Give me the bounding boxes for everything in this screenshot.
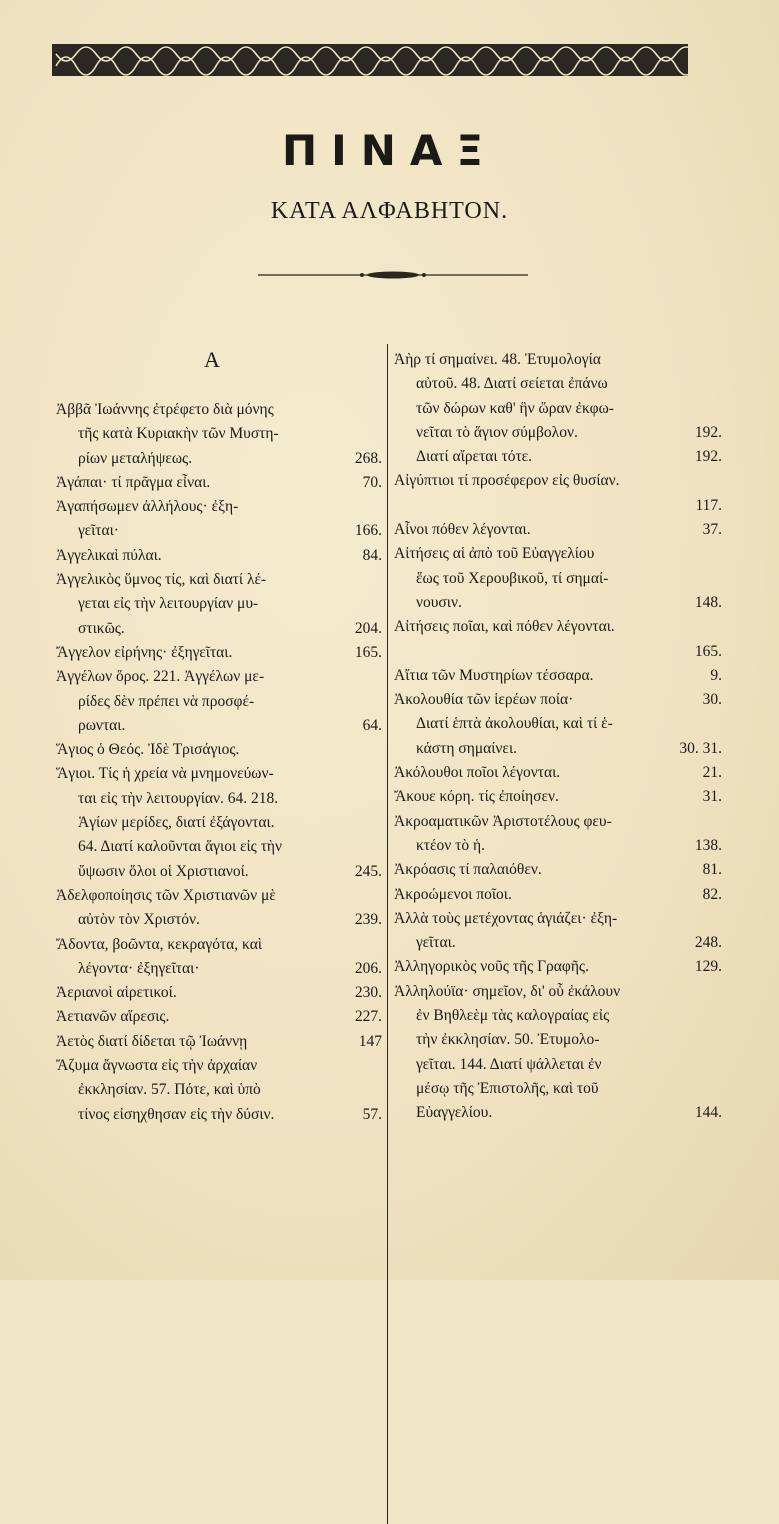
page-number: 70. bbox=[362, 473, 382, 491]
page-number: 117. bbox=[695, 496, 722, 514]
index-entry-line bbox=[394, 761, 722, 785]
entry-text: Ἄγγελον εἰρήνης· ἐξηγεῖται. bbox=[56, 643, 233, 661]
entry-text: Ἄζυμα ἄγνωστα εἰς τὴν ἀρχαίαν bbox=[56, 1057, 258, 1075]
section-letter: Α bbox=[204, 347, 220, 372]
index-entry-line bbox=[394, 372, 722, 396]
entry-text: Διατί αἴρεται τότε. bbox=[416, 448, 533, 466]
index-entry-line bbox=[394, 737, 722, 761]
index-entry-line bbox=[56, 1103, 382, 1127]
entry-text: νεῖται τὸ ἅγιον σύμβολον. bbox=[416, 423, 578, 441]
page-number: 64. bbox=[362, 716, 382, 734]
entry-text: Ἀλλὰ τοὺς μετέχοντας ἁγιάζει· ἐξη- bbox=[394, 909, 618, 927]
index-entry-line bbox=[56, 568, 382, 592]
index-entry-line bbox=[394, 615, 722, 639]
entry-text: τὴν ἐκκλησίαν. 50. Ἐτυμολο- bbox=[416, 1031, 600, 1049]
page-number: 37. bbox=[702, 521, 722, 539]
entry-text: Ἅγιος ὁ Θεός. Ἰδὲ Τρισάγιος. bbox=[56, 741, 240, 759]
index-entry-line bbox=[56, 1078, 382, 1102]
decorative-rule bbox=[258, 268, 528, 282]
page-number: 268. bbox=[354, 449, 382, 467]
index-column-left bbox=[56, 398, 382, 1127]
entry-text: Ἀγγέλων ὅρος. 221. Ἀγγέλων με- bbox=[56, 668, 265, 686]
entry-text: Ἄδοντα, βοῶντα, κεκραγότα, καὶ bbox=[56, 935, 263, 953]
entry-text: Ἀδελφοποίησις τῶν Χριστιανῶν μὲ bbox=[56, 886, 276, 904]
index-entry-line bbox=[394, 1077, 722, 1101]
index-entry-line bbox=[56, 738, 382, 762]
index-entry-line bbox=[56, 641, 382, 665]
entry-text: Αἶνοι πόθεν λέγονται. bbox=[394, 521, 531, 539]
index-entry-line bbox=[394, 931, 722, 955]
page-number: 165. bbox=[694, 642, 722, 660]
entry-text: Ἀετιανῶν αἵρεσις. bbox=[56, 1008, 170, 1026]
page-number: 248. bbox=[694, 934, 722, 952]
index-entry-line bbox=[394, 518, 722, 542]
entry-text: Ἀεριανοὶ αἱρετικοί. bbox=[56, 984, 177, 1002]
index-column-right bbox=[394, 348, 722, 1126]
entry-text: Ἀκροώμενοι ποῖοι. bbox=[394, 885, 512, 903]
entry-text: νουσιν. bbox=[416, 593, 462, 611]
entry-text: γεῖται. 144. Διατί ψάλλεται ἐν bbox=[416, 1055, 602, 1073]
entry-text: ται εἰς τὴν λειτουργίαν. 64. 218. bbox=[78, 789, 279, 807]
index-entry-line bbox=[394, 469, 722, 493]
page-number: 239. bbox=[354, 911, 382, 929]
entry-text: κάστη σημαίνει. bbox=[416, 739, 517, 757]
index-entry-line bbox=[56, 398, 382, 422]
index-entry-line bbox=[56, 422, 382, 446]
entry-text: Αἰγύπτιοι τί προσέφερον εἰς θυσίαν. bbox=[394, 472, 620, 490]
index-entry-line bbox=[394, 397, 722, 421]
index-entry-line bbox=[394, 834, 722, 858]
entry-text: γεται εἰς τὴν λειτουργίαν μυ- bbox=[78, 595, 259, 613]
index-entry-line bbox=[394, 785, 722, 809]
page-title: ΠΙΝΑΞ bbox=[282, 126, 497, 175]
index-entry-line bbox=[56, 592, 382, 616]
index-entry-line bbox=[394, 1028, 722, 1052]
entry-text: τίνος εἰσηχθησαν εἰς τὴν δύσιν. bbox=[78, 1105, 275, 1123]
index-entry-line bbox=[394, 858, 722, 882]
index-entry-line bbox=[394, 907, 722, 931]
entry-text: Διατί ἑπτὰ ἀκολουθίαι, καὶ τί ἑ- bbox=[416, 715, 613, 733]
entry-text: Ἀββᾶ Ἰωάννης ἐτρέφετο διὰ μόνης bbox=[56, 401, 274, 418]
index-entry-line bbox=[394, 1101, 722, 1125]
index-entry-line bbox=[56, 471, 382, 495]
entry-text: Ἀκροαματικῶν Ἀριστοτέλους φευ- bbox=[394, 812, 612, 830]
entry-text: ρίδες δὲν πρέπει νὰ προσφέ- bbox=[78, 692, 255, 710]
entry-text: ἐν Βηθλεὲμ τὰς καλογραίας εἰς bbox=[416, 1007, 610, 1025]
index-entry-line bbox=[56, 519, 382, 543]
index-entry-line bbox=[56, 981, 382, 1005]
index-entry-line bbox=[56, 447, 382, 471]
index-entry-line bbox=[56, 495, 382, 519]
entry-text: γεῖται· bbox=[78, 522, 119, 540]
entry-text: Ἀλληγορικὸς νοῦς τῆς Γραφῆς. bbox=[394, 958, 589, 976]
page-number: 9. bbox=[710, 666, 722, 684]
page-number: 147 bbox=[358, 1032, 382, 1050]
page-number: 57. bbox=[362, 1105, 382, 1123]
entry-text: Ἀγγελικαὶ πύλαι. bbox=[56, 546, 162, 564]
index-entry-line bbox=[394, 640, 722, 664]
page-subtitle: ΚΑΤΑ ΑΛΦΑΒΗΤΟΝ. bbox=[270, 198, 509, 224]
page-number: 144. bbox=[694, 1104, 722, 1122]
index-entry-line bbox=[56, 933, 382, 957]
entry-text: Ἀετὸς διατί δίδεται τῷ Ἰωάννῃ bbox=[56, 1032, 248, 1050]
entry-text: Αἰτήσεις αἱ ἀπὸ τοῦ Εὐαγγελίου bbox=[394, 545, 595, 563]
page-number: 30. 31. bbox=[679, 739, 722, 757]
entry-text: Ἀὴρ τί σημαίνει. 48. Ἐτυμολογία bbox=[394, 351, 601, 368]
entry-text: Ἀλληλούϊα· σημεῖον, δι' οὗ ἐκάλουν bbox=[394, 982, 621, 1000]
index-entry-line bbox=[394, 494, 722, 518]
entry-text: Ἀγάπαι· τί πρᾶγμα εἶναι. bbox=[56, 473, 211, 491]
index-entry-line bbox=[394, 883, 722, 907]
index-entry-line bbox=[394, 980, 722, 1004]
index-entry-line bbox=[56, 1054, 382, 1078]
index-entry-line bbox=[56, 690, 382, 714]
index-entry-line bbox=[394, 542, 722, 566]
entry-text: Αἰτήσεις ποῖαι, καὶ πόθεν λέγονται. bbox=[394, 618, 615, 636]
entry-text: Αἴτια τῶν Μυστηρίων τέσσαρα. bbox=[394, 666, 594, 684]
page-number: 206. bbox=[354, 959, 382, 977]
page-number: 148. bbox=[694, 593, 722, 611]
index-entry-line bbox=[394, 1004, 722, 1028]
index-entry-line bbox=[56, 1005, 382, 1029]
entry-text: ρωνται. bbox=[78, 716, 126, 734]
index-entry-line bbox=[394, 712, 722, 736]
entry-text: Ἀκολουθία τῶν ἱερέων ποία· bbox=[394, 691, 574, 709]
index-entry-line bbox=[394, 810, 722, 834]
entry-text: Ἅγιοι. Τίς ἡ χρεία νὰ μνημονεύων- bbox=[56, 765, 274, 783]
index-entry-line bbox=[394, 955, 722, 979]
entry-text: ὕψωσιν ὅλοι οἱ Χριστιανοί. bbox=[78, 862, 249, 880]
page-number: 192. bbox=[694, 423, 722, 441]
page-number: 82. bbox=[702, 885, 722, 903]
page-number: 192. bbox=[694, 448, 722, 466]
entry-text: λέγοντα· ἐξηγεῖται· bbox=[78, 959, 200, 977]
entry-text: Ἀκόλουθοι ποῖοι λέγονται. bbox=[394, 764, 561, 782]
entry-text: Εὐαγγελίου. bbox=[416, 1104, 493, 1122]
entry-text: Ἀγαπήσωμεν ἀλλήλους· ἐξη- bbox=[56, 498, 239, 516]
entry-text: τῶν δώρων καθ' ἣν ὥραν ἐκφω- bbox=[416, 399, 614, 417]
index-entry-line bbox=[56, 617, 382, 641]
page-number: 21. bbox=[702, 764, 722, 782]
index-entry-line bbox=[56, 762, 382, 786]
ornamental-border bbox=[52, 44, 688, 76]
index-entry-line bbox=[394, 1053, 722, 1077]
index-entry-line bbox=[394, 688, 722, 712]
entry-text: αὐτοῦ. 48. Διατί σείεται ἐπάνω bbox=[416, 375, 608, 393]
entry-text: Ἀκρόασις τί παλαιόθεν. bbox=[394, 861, 542, 879]
page-number: 204. bbox=[354, 619, 382, 637]
entry-text: 64. Διατί καλοῦνται ἅγιοι εἰς τὴν bbox=[78, 838, 283, 856]
page-number: 138. bbox=[694, 836, 722, 854]
index-entry-line bbox=[394, 567, 722, 591]
page-number: 30. bbox=[702, 691, 722, 709]
page-number: 84. bbox=[362, 546, 382, 564]
index-entry-line bbox=[56, 1030, 382, 1054]
entry-text: τῆς κατὰ Κυριακὴν τῶν Μυστη- bbox=[78, 425, 279, 443]
page-number: 31. bbox=[702, 788, 722, 806]
entry-text: κτέον τὸ ἡ. bbox=[416, 836, 486, 854]
index-entry-line bbox=[56, 957, 382, 981]
entry-text: Ἁγίων μερίδες, διατί ἐξάγονται. bbox=[78, 814, 275, 832]
entry-text: Ἄκουε κόρη. τίς ἐποίησεν. bbox=[394, 788, 559, 806]
page-number: 230. bbox=[354, 984, 382, 1002]
page-number: 227. bbox=[354, 1008, 382, 1026]
column-divider bbox=[387, 344, 388, 1524]
index-entry-line bbox=[56, 714, 382, 738]
page-number: 129. bbox=[694, 958, 722, 976]
entry-text: γεῖται. bbox=[416, 934, 456, 952]
index-entry-line bbox=[394, 421, 722, 445]
index-entry-line bbox=[394, 591, 722, 615]
page-number: 165. bbox=[354, 643, 382, 661]
page-number: 81. bbox=[702, 861, 722, 879]
page-number: 245. bbox=[354, 862, 382, 880]
index-entry-line bbox=[56, 835, 382, 859]
index-entry-line bbox=[56, 860, 382, 884]
index-entry-line bbox=[56, 787, 382, 811]
index-entry-line bbox=[56, 811, 382, 835]
entry-text: ρίων μεταλήψεως. bbox=[78, 449, 193, 467]
index-entry-line bbox=[56, 665, 382, 689]
index-entry-line bbox=[56, 544, 382, 568]
entry-text: στικῶς. bbox=[78, 619, 125, 637]
index-entry-line bbox=[56, 884, 382, 908]
entry-text: ἕως τοῦ Χερουβικοῦ, τί σημαί- bbox=[416, 569, 609, 587]
index-entry-line bbox=[394, 664, 722, 688]
entry-text: αὐτὸν τὸν Χριστόν. bbox=[78, 911, 200, 929]
entry-text: μέσῳ τῆς Ἐπιστολῆς, καὶ τοῦ bbox=[416, 1079, 599, 1097]
index-entry-line bbox=[394, 445, 722, 469]
entry-text: Ἀγγελικὸς ὕμνος τίς, καὶ διατί λέ- bbox=[56, 571, 267, 589]
index-entry-line bbox=[394, 348, 722, 372]
page-number: 166. bbox=[354, 522, 382, 540]
entry-text: ἐκκλησίαν. 57. Πότε, καὶ ὑπὸ bbox=[78, 1081, 261, 1099]
index-entry-line bbox=[56, 908, 382, 932]
